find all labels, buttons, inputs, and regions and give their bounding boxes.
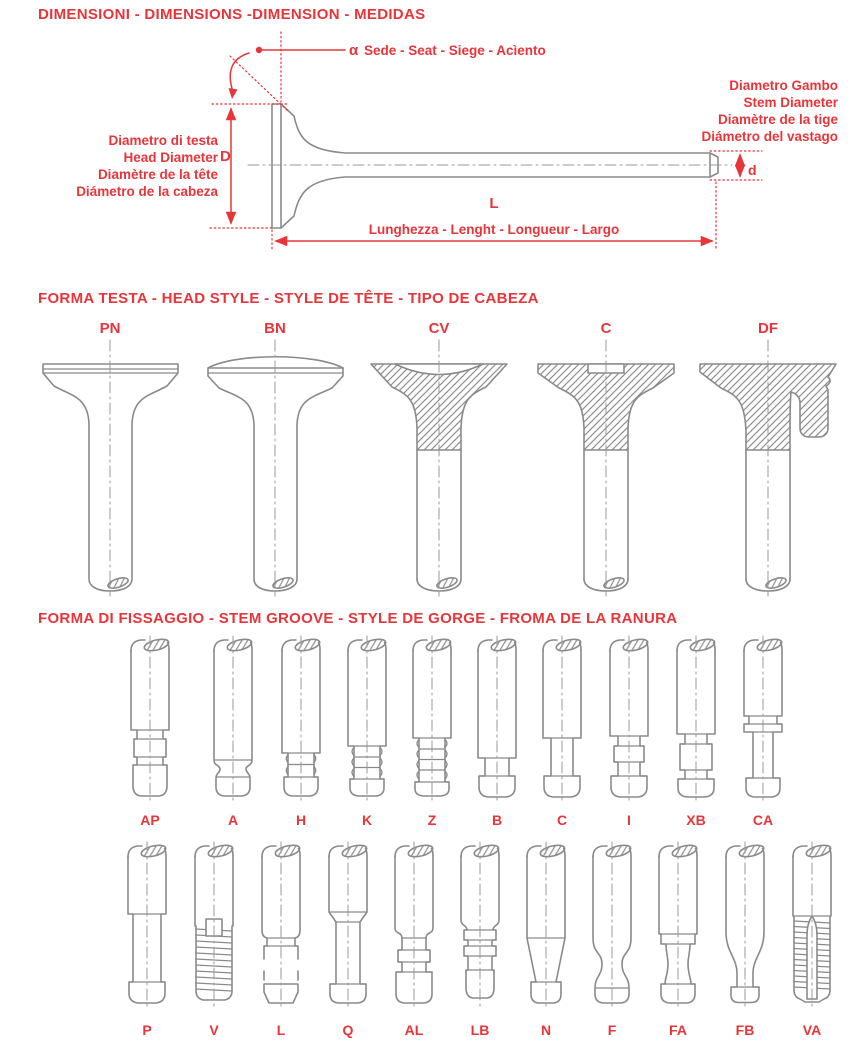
stem-groove-figure-v xyxy=(180,842,248,1012)
stem-top-section-hatch xyxy=(294,637,321,653)
stem-top-section-hatch xyxy=(555,637,582,653)
stem-top-section-hatch xyxy=(207,843,234,859)
stem-groove-figure-k xyxy=(333,636,401,806)
stem-groove-label-q: Q xyxy=(342,1022,354,1038)
stem-groove-label-ca: CA xyxy=(752,812,774,828)
stem-top-section-hatch xyxy=(671,843,698,859)
stem-top-section-hatch xyxy=(490,637,517,653)
seat-label: Sede - Seat - Siege - Acìento xyxy=(364,43,546,58)
length-dimension xyxy=(272,182,716,250)
stem-groove-figure-f xyxy=(578,842,646,1012)
head-style-figure-c xyxy=(526,340,686,602)
stem-top-section-hatch xyxy=(425,637,452,653)
stem-groove-figure-va xyxy=(778,842,846,1012)
stem-top-section-hatch xyxy=(756,637,783,653)
stem-top-section-hatch xyxy=(274,843,301,859)
stem-top-section-hatch xyxy=(341,843,368,859)
stem-groove-label-fa: FA xyxy=(669,1022,687,1038)
stem-groove-label-va: VA xyxy=(802,1022,822,1038)
stem-groove-label-b: B xyxy=(491,812,503,828)
stem-groove-label-v: V xyxy=(209,1022,219,1038)
alpha-symbol: α xyxy=(349,42,359,59)
stem-groove-figure-n xyxy=(512,842,580,1012)
angle-arrowhead xyxy=(229,88,238,99)
stem-diameter-dimension xyxy=(701,78,838,180)
stem-groove-figure-z xyxy=(398,636,466,806)
seat-leader-dot xyxy=(256,47,262,53)
valve-dimension-diagram xyxy=(0,30,860,262)
stem-groove-figure-a xyxy=(199,636,267,806)
stem-diameter-line4: Diámetro del vastago xyxy=(701,129,838,144)
stem-groove-label-z: Z xyxy=(427,812,437,828)
stem-groove-label-lb: LB xyxy=(470,1022,490,1038)
stem-diameter-line3: Diamètre de la tige xyxy=(717,112,838,127)
stem-groove-label-a: A xyxy=(227,812,239,828)
stem-groove-label-i: I xyxy=(627,812,631,828)
stem-diameter-line1: Diametro Gambo xyxy=(729,78,838,93)
stem-groove-figure-q xyxy=(314,842,382,1012)
stem-groove-label-ap: AP xyxy=(140,812,160,828)
head-style-figure-df xyxy=(688,340,848,602)
stem-groove-title: FORMA DI FISSAGGIO - STEM GROOVE - STYLE DE GORGE - FROMA DE LA RANURA xyxy=(38,610,678,627)
stem-top-section-hatch xyxy=(143,637,170,653)
stem-groove-figure-c xyxy=(528,636,596,806)
head-style-title: FORMA TESTA - HEAD STYLE - STYLE DE TÊTE - TIPO DE CABEZA xyxy=(38,290,539,307)
stem-top-section-hatch xyxy=(805,843,832,859)
stem-groove-figure-l xyxy=(247,842,315,1012)
stem-groove-label-n: N xyxy=(540,1022,552,1038)
stem-top-section-hatch xyxy=(140,843,167,859)
stem-groove-figure-ca xyxy=(729,636,797,806)
head-diameter-symbol: D xyxy=(220,148,231,165)
stem-groove-figure-p xyxy=(113,842,181,1012)
head-style-label-df: DF xyxy=(758,320,778,337)
stem-groove-label-f: F xyxy=(607,1022,617,1038)
stem-top-section-hatch xyxy=(473,843,500,859)
stem-groove-figure-lb xyxy=(446,842,514,1012)
stem-top-section-hatch xyxy=(226,637,253,653)
stem-diameter-symbol: d xyxy=(748,162,757,178)
head-diameter-line2: Head Diameter xyxy=(123,150,218,165)
head-diameter-line1: Diametro di testa xyxy=(108,133,218,148)
stem-diameter-line2: Stem Diameter xyxy=(743,95,838,110)
head-diameter-dimension xyxy=(76,109,272,228)
head-style-label-pn: PN xyxy=(99,320,121,337)
stem-groove-figure-fa xyxy=(644,842,712,1012)
thread-lines xyxy=(196,929,232,991)
head-style-label-bn: BN xyxy=(264,320,286,337)
stem-groove-figure-i xyxy=(595,636,663,806)
stem-top-section-hatch xyxy=(622,637,649,653)
stem-groove-label-al: AL xyxy=(404,1022,424,1038)
stem-groove-figure-al xyxy=(380,842,448,1012)
stem-top-section-hatch xyxy=(407,843,434,859)
stem-groove-label-xb: XB xyxy=(686,812,706,828)
stem-top-section-hatch xyxy=(689,637,716,653)
stem-groove-label-l: L xyxy=(276,1022,286,1038)
head-style-figure-pn xyxy=(30,340,190,602)
stem-groove-label-k: K xyxy=(361,812,373,828)
stem-top-section-hatch xyxy=(539,843,566,859)
head-style-figure-cv xyxy=(359,340,519,602)
stem-groove-label-h: H xyxy=(295,812,307,828)
stem-groove-label-p: P xyxy=(142,1022,152,1038)
head-style-figure-bn xyxy=(195,340,355,602)
seat-angle-dimension xyxy=(212,32,546,112)
head-style-label-cv: CV xyxy=(428,320,450,337)
stem-groove-figure-b xyxy=(463,636,531,806)
length-label: Lunghezza - Lenght - Longueur - Largo xyxy=(368,222,620,237)
stem-top-section-hatch xyxy=(360,637,387,653)
stem-groove-figure-xb xyxy=(662,636,730,806)
stem-groove-label-c: C xyxy=(556,812,568,828)
stem-groove-figure-h xyxy=(267,636,335,806)
stem-top-section-hatch xyxy=(605,843,632,859)
length-symbol: L xyxy=(489,195,499,212)
dimensions-title: DIMENSIONI - DIMENSIONS -DIMENSION - MEDIDAS xyxy=(38,6,426,23)
stem-groove-label-fb: FB xyxy=(735,1022,755,1038)
stem-groove-figure-ap xyxy=(116,636,184,806)
head-diameter-line4: Diámetro de la cabeza xyxy=(76,184,218,199)
stem-groove-figure-fb xyxy=(711,842,779,1012)
head-style-label-c: C xyxy=(600,320,612,337)
head-diameter-line3: Diamètre de la tête xyxy=(97,167,218,182)
stem-top-section-hatch xyxy=(738,843,765,859)
